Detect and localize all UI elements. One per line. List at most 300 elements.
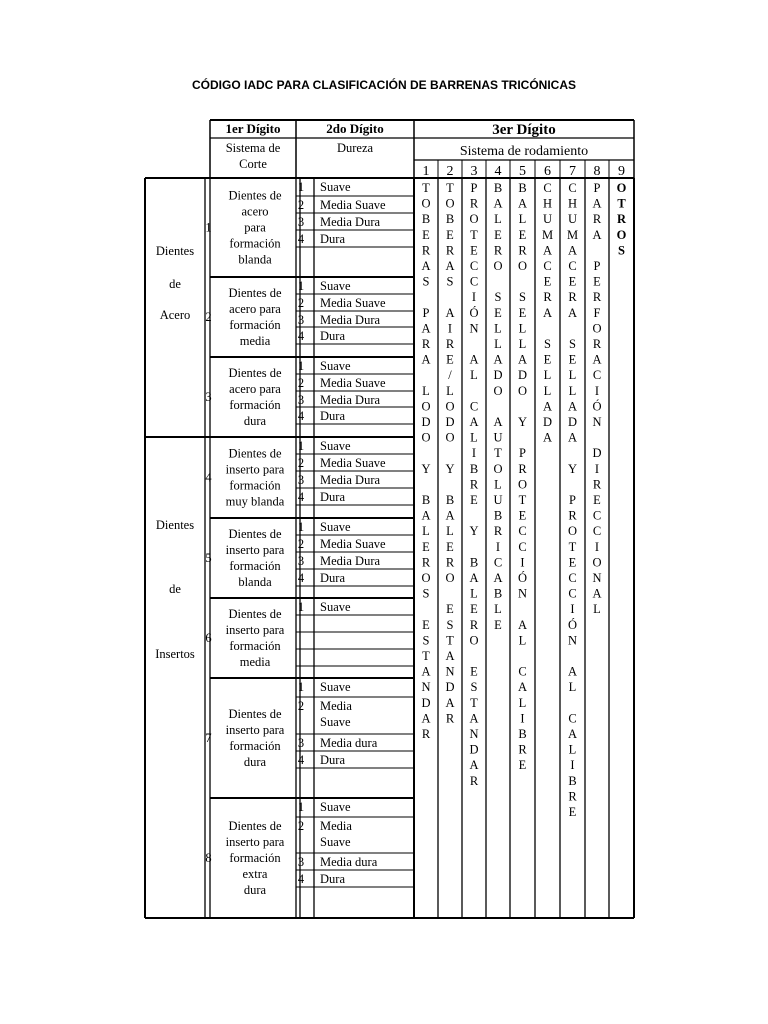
hardness-label: Suave [320,600,351,614]
bearing-letter-col-5: N [517,586,528,601]
bearing-letter-col-6: D [542,415,553,429]
bearing-letter-col-1: E [422,617,430,632]
bearing-letter-col-2: T [446,181,454,195]
series-number-4: 4 [205,470,212,485]
hardness-number: 2 [297,699,305,713]
hardness-number: 3 [297,554,305,568]
bearing-letter-col-1: B [421,212,431,227]
bearing-letter-col-5: E [518,758,527,773]
bearing-letter-col-7: P [569,493,576,507]
bearing-letter-col-6: M [541,227,554,242]
bearing-letter-col-4: A [493,352,503,367]
bearing-letter-col-1: L [422,383,430,398]
bearing-letter-col-2: R [445,243,455,258]
bearing-letter-col-1: S [422,633,430,648]
bearing-letter-col-6: A [542,399,553,414]
bearing-letter-col-8: R [592,337,602,351]
hardness-label: Media Suave [320,456,386,470]
hardness-number: 4 [297,409,305,423]
bearing-letter-col-6: E [543,274,552,289]
bearing-letter-col-8: P [593,259,601,273]
bearing-letter-col-7: L [568,680,577,695]
series-number-2: 2 [205,310,212,324]
bearing-letter-col-1: L [422,524,430,539]
bearing-letter-col-5: E [518,508,527,523]
bearing-number-9: 9 [618,164,625,179]
series-desc-2: formación [229,318,281,332]
series-desc-2: acero para [229,302,281,316]
bearing-letter-col-7: R [568,290,577,305]
bearing-letter-col-5: R [518,461,527,476]
bearing-letter-col-8: L [593,602,601,617]
series-desc-5: formación [229,559,281,573]
bearing-letter-col-2: O [445,196,455,211]
bearing-letter-col-4: U [493,493,503,507]
bearing-letter-col-8: F [593,305,601,320]
bearing-letter-col-5: L [518,337,527,351]
bearing-letter-col-9: O [616,181,627,195]
series-desc-7: formación [229,739,281,753]
series-desc-8: dura [243,883,267,897]
series-desc-8: Dientes de [228,819,282,833]
series-desc-5: inserto para [225,543,285,557]
bearing-letter-col-3: S [470,680,478,695]
bearing-letter-col-6: S [544,337,551,351]
hardness-label: Suave [320,279,351,293]
bearing-letter-col-5: D [517,368,528,383]
hardness-label: Media dura [320,855,378,869]
bearing-letter-col-7: T [568,539,577,554]
bearing-letter-col-1: O [421,196,431,211]
bearing-letter-col-7: U [567,212,578,227]
bearing-letter-col-6: A [542,430,553,445]
bearing-letter-col-7: R [568,508,577,523]
bearing-letter-col-8: A [592,352,602,367]
bearing-letter-col-7: A [567,243,578,258]
series-desc-6: formación [229,639,281,653]
series-desc-4: muy blanda [225,494,285,509]
bearing-letter-col-5: B [518,181,527,195]
hardness-label: Dura [320,232,345,246]
bearing-letter-col-6: L [543,368,552,383]
bearing-letter-col-4: I [495,539,501,554]
bearing-letter-col-4: E [494,305,502,320]
bearing-letter-col-7: A [567,664,578,679]
bearing-letter-col-1: B [421,493,431,507]
group-label-2: de [169,582,181,596]
header-digit-1-sub: Sistema de [225,141,281,155]
bearing-letter-col-2: O [445,399,455,414]
bearing-letter-col-5: C [518,664,527,679]
bearing-letter-col-7: A [567,727,578,741]
series-desc-3: acero para [229,382,281,396]
header-digit-3-sub: Sistema de rodamiento [459,144,589,159]
bearing-letter-col-4: U [493,430,503,445]
bearing-letter-col-5: O [517,477,528,492]
hardness-label: Suave [320,439,351,453]
bearing-letter-col-5: A [517,617,528,632]
bearing-letter-col-5: O [517,383,528,398]
hardness-label: Media Dura [320,215,381,229]
bearing-letter-col-5: P [519,446,526,461]
bearing-letter-col-1: E [422,539,430,554]
bearing-letter-col-3: A [469,758,479,773]
series-desc-7: dura [243,755,267,769]
bearing-letter-col-5: R [518,243,527,258]
bearing-letter-col-3: O [469,633,479,648]
hardness-label: Media Suave [320,296,386,310]
hardness-label: Dura [320,329,345,343]
bearing-letter-col-8: Ó [592,399,602,414]
bearing-number-3: 3 [470,164,478,179]
bearing-letter-col-5: S [519,290,526,305]
header-digit-1-sub: Corte [239,157,267,171]
hardness-number: 3 [297,393,305,407]
hardness-number: 2 [297,819,305,833]
group-label-1: Dientes [155,244,195,258]
bearing-letter-col-7: R [568,789,577,804]
series-number-3: 3 [205,390,212,404]
bearing-letter-col-8: R [592,477,602,492]
series-number-5: 5 [205,551,212,565]
group-label-2: Insertos [155,647,195,661]
bearing-letter-col-5: C [518,539,527,554]
bearing-letter-col-4: B [493,508,503,523]
bearing-letter-col-4: B [493,586,503,601]
bearing-letter-col-3: E [470,602,478,617]
bearing-letter-col-4: E [494,617,502,632]
bearing-letter-col-4: L [494,477,502,492]
bearing-letter-col-4: D [493,368,503,383]
bearing-letter-col-3: T [470,227,478,242]
series-desc-1: para [244,220,266,235]
header-digit-3: 3er Dígito [492,122,556,138]
bearing-letter-col-8: E [593,493,601,507]
bearing-letter-col-7: L [568,368,577,383]
bearing-letter-col-3: R [469,773,479,788]
hardness-label: Dura [320,753,345,767]
bearing-letter-col-3: O [469,212,479,227]
bearing-letter-col-4: R [493,243,503,258]
bearing-letter-col-1: S [422,586,430,601]
bearing-letter-col-6: C [543,259,552,273]
hardness-label: Media Dura [320,313,381,327]
bearing-letter-col-7: N [567,633,578,648]
bearing-letter-col-2: B [445,493,455,507]
bearing-letter-col-9: S [618,243,625,258]
series-number-7: 7 [205,731,212,745]
bearing-letter-col-1: O [421,430,431,445]
series-desc-5: blanda [238,575,272,589]
bearing-letter-col-5: A [517,196,528,211]
bearing-letter-col-6: E [543,352,552,367]
bearing-letter-col-1: R [421,243,431,258]
bearing-letter-col-5: L [518,695,527,710]
bearing-letter-col-2: R [445,711,455,726]
bearing-letter-col-3: B [469,555,479,570]
hardness-label: Dura [320,490,345,504]
bearing-letter-col-7: Y [567,461,578,476]
bearing-letter-col-2: R [445,337,455,351]
bearing-letter-col-2: E [446,602,454,617]
bearing-letter-col-3: D [469,742,479,757]
hardness-label: Suave [320,520,351,534]
hardness-number: 1 [297,600,305,614]
hardness-number: 4 [297,872,305,886]
hardness-number: 2 [297,376,305,390]
bearing-letter-col-4: O [493,259,503,273]
bearing-letter-col-2: S [446,617,454,632]
hardness-number: 3 [297,736,305,750]
series-number-8: 8 [205,851,212,865]
bearing-letter-col-3: P [470,181,478,195]
bearing-letter-col-2: E [446,352,454,367]
bearing-letter-col-1: T [422,181,430,195]
bearing-number-4: 4 [494,164,502,179]
bearing-letter-col-7: S [569,337,576,351]
bearing-letter-col-1: A [421,508,431,523]
bearing-letter-col-3: R [469,196,479,211]
bearing-letter-col-2: E [446,227,454,242]
bearing-letter-col-7: E [568,352,577,367]
bearing-letter-col-2: A [445,649,455,663]
series-desc-4: inserto para [225,462,285,477]
header-digit-1: 1er Dígito [225,121,281,136]
hardness-label: Suave [320,715,351,729]
series-number-1: 1 [205,220,212,235]
bearing-letter-col-3: B [469,461,479,476]
bearing-letter-col-5: I [520,555,525,570]
bearing-letter-col-3: L [470,430,478,445]
bearing-letter-col-3: E [470,664,478,679]
bearing-letter-col-7: H [567,196,578,211]
bearing-letter-col-2: S [446,274,454,289]
bearing-number-6: 6 [544,164,551,179]
bearing-number-7: 7 [569,164,576,179]
hardness-number: 4 [297,329,305,343]
hardness-number: 1 [297,520,305,534]
bearing-letter-col-2: / [448,368,452,383]
bearing-letter-col-2: A [445,305,455,320]
bearing-letter-col-1: Y [421,461,431,476]
bearing-letter-col-6: U [542,212,553,227]
bearing-letter-col-1: A [421,711,431,726]
bearing-letter-col-6: A [542,305,553,320]
series-desc-3: dura [243,414,267,428]
bearing-letter-col-6: H [542,196,553,211]
bearing-letter-col-2: L [446,383,454,398]
bearing-letter-col-6: R [543,290,552,305]
bearing-letter-col-1: D [421,415,431,429]
bearing-letter-col-2: Y [445,461,455,476]
hardness-number: 4 [297,753,305,767]
bearing-letter-col-2: I [447,321,453,336]
bearing-letter-col-2: E [446,539,454,554]
bearing-letter-col-4: L [494,321,502,336]
series-desc-3: Dientes de [228,366,282,380]
bearing-number-2: 2 [446,164,454,179]
bearing-letter-col-2: A [445,508,455,523]
bearing-letter-col-8: A [592,227,602,242]
series-desc-6: media [239,655,271,669]
bearing-letter-col-2: N [445,664,455,679]
group-label-2: Dientes [155,518,195,532]
bearing-letter-col-4: T [494,446,502,461]
bearing-letter-col-5: E [518,305,527,320]
bearing-letter-col-4: R [493,524,503,539]
bearing-letter-col-8: A [592,586,602,601]
hardness-number: 1 [297,680,305,694]
bearing-letter-col-8: I [594,461,600,476]
bearing-letter-col-5: Ó [517,571,528,585]
bearing-letter-col-2: B [445,212,455,227]
hardness-number: 4 [297,490,305,504]
series-desc-1: blanda [238,252,272,267]
series-desc-1: formación [229,236,281,251]
bearing-letter-col-5: L [518,633,527,648]
hardness-label: Dura [320,872,345,886]
bearing-letter-col-5: B [518,727,527,741]
hardness-number: 4 [297,232,305,246]
bearing-letter-col-8: P [593,181,601,195]
bearing-letter-col-8: A [592,196,602,211]
bearing-letter-col-5: T [518,493,527,507]
hardness-number: 3 [297,215,305,229]
bearing-letter-col-6: A [542,243,553,258]
bearing-letter-col-3: Ó [469,305,479,320]
bearing-letter-col-3: N [469,727,479,741]
bearing-letter-col-3: E [470,243,478,258]
hardness-label: Media [320,699,352,713]
bearing-letter-col-7: D [567,415,578,429]
bearing-letter-col-3: L [470,586,478,601]
series-number-6: 6 [205,631,212,645]
bearing-letter-col-8: D [592,446,602,461]
series-desc-7: inserto para [225,723,285,737]
bearing-letter-col-7: I [570,602,575,617]
bearing-letter-col-5: A [517,680,528,695]
header-digit-2-sub: Dureza [336,141,374,155]
hardness-label: Media Dura [320,393,381,407]
header-digit-2: 2do Dígito [326,121,384,136]
bearing-letter-col-3: L [470,368,478,383]
series-desc-2: media [239,334,271,348]
bearing-letter-col-8: I [594,383,600,398]
bearing-letter-col-2: A [445,259,455,273]
series-desc-2: Dientes de [228,286,282,300]
bearing-letter-col-5: Y [517,415,528,429]
bearing-letter-col-5: R [518,742,527,757]
bearing-letter-col-7: C [568,571,577,585]
bearing-letter-col-1: R [421,727,431,741]
bearing-letter-col-7: Ó [567,617,578,632]
bearing-letter-col-4: L [494,212,502,227]
bearing-letter-col-4: A [493,415,503,429]
bearing-letter-col-8: C [592,508,602,523]
bearing-letter-col-1: P [422,305,430,320]
bearing-letter-col-8: O [592,555,602,570]
series-desc-3: formación [229,398,281,412]
bearing-letter-col-4: L [494,337,502,351]
bearing-letter-col-6: C [543,181,552,195]
bearing-letter-col-1: S [422,274,430,289]
bearing-letter-col-2: D [445,680,455,695]
hardness-number: 1 [297,180,305,194]
bearing-letter-col-8: E [593,274,601,289]
bearing-letter-col-5: L [518,212,527,227]
hardness-number: 1 [297,359,305,373]
bearing-letter-col-1: A [421,259,431,273]
hardness-number: 4 [297,571,305,585]
bearing-letter-col-3: C [469,274,479,289]
bearing-letter-col-4: E [494,227,502,242]
bearing-letter-col-1: O [421,399,431,414]
bearing-letter-col-1: A [421,664,431,679]
bearing-letter-col-5: E [518,227,527,242]
series-desc-4: Dientes de [228,446,282,461]
hardness-number: 2 [297,456,305,470]
bearing-letter-col-7: C [568,711,577,726]
bearing-letter-col-1: D [421,695,431,710]
bearing-letter-col-2: T [446,633,454,648]
bearing-letter-col-3: E [470,493,478,507]
series-desc-8: formación [229,851,281,865]
hardness-label: Suave [320,800,351,814]
series-desc-8: inserto para [225,835,285,849]
bearing-letter-col-2: O [445,571,455,585]
bearing-letter-col-5: I [520,711,525,726]
bearing-letter-col-1: R [421,337,431,351]
series-desc-6: Dientes de [228,607,282,621]
bearing-letter-col-3: A [469,352,479,367]
bearing-letter-col-7: E [568,555,577,570]
bearing-letter-col-7: A [567,305,578,320]
bearing-letter-col-7: L [568,383,577,398]
series-desc-7: Dientes de [228,707,282,721]
bearing-number-1: 1 [422,164,430,179]
hardness-label: Suave [320,180,351,194]
bearing-letter-col-7: A [567,430,578,445]
bearing-letter-col-1: N [421,680,431,695]
bearing-letter-col-7: E [568,805,577,819]
hardness-number: 3 [297,313,305,327]
bearing-letter-col-8: N [592,415,602,429]
bearing-letter-col-7: O [567,524,578,539]
group-label-1: de [169,277,181,291]
hardness-label: Suave [320,680,351,694]
bearing-letter-col-3: A [469,571,479,585]
bearing-letter-col-2: O [445,430,455,445]
bearing-letter-col-3: A [469,415,479,429]
bearing-letter-col-4: A [493,571,503,585]
hardness-label: Dura [320,571,345,585]
hardness-number: 3 [297,473,305,487]
group-label-1: Acero [159,308,191,322]
bearing-letter-col-1: T [422,649,430,663]
series-desc-1: acero [241,204,269,219]
bearing-letter-col-9: O [616,227,627,242]
bearing-letter-col-4: C [493,555,503,570]
bearing-letter-col-4: B [493,181,503,195]
hardness-label: Media Dura [320,473,381,487]
hardness-number: 1 [297,279,305,293]
series-desc-6: inserto para [225,623,285,637]
bearing-number-5: 5 [519,164,526,179]
bearing-letter-col-3: C [469,259,479,273]
hardness-label: Media Dura [320,554,381,568]
bearing-letter-col-2: R [445,555,455,570]
bearing-letter-col-5: C [518,524,527,539]
